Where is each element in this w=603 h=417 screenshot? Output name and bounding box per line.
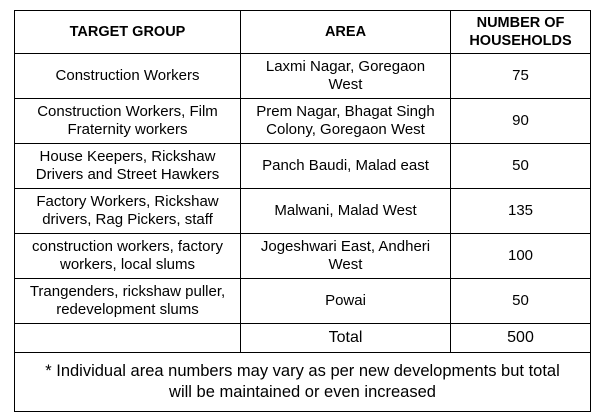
target-group-cell: construction workers, factory workers, local slums xyxy=(15,234,241,279)
target-group-cell: House Keepers, Rickshaw Drivers and Street Hawkers xyxy=(15,144,241,189)
area-cell: Laxmi Nagar, Goregaon West xyxy=(241,54,451,99)
header-number-of-households: NUMBER OF HOUSEHOLDS xyxy=(451,11,591,54)
table-header-row xyxy=(15,11,591,54)
households-table xyxy=(14,10,591,412)
note-row xyxy=(15,353,591,412)
total-empty-cell xyxy=(15,324,241,353)
target-group-cell: Construction Workers xyxy=(15,54,241,99)
table-row xyxy=(15,54,591,99)
header-target-group: TARGET GROUP xyxy=(15,11,241,54)
area-cell: Powai xyxy=(241,279,451,324)
total-label: Total xyxy=(241,324,451,353)
target-group-cell: Factory Workers, Rickshaw drivers, Rag Pickers, staff xyxy=(15,189,241,234)
table-row xyxy=(15,234,591,279)
households-cell: 100 xyxy=(451,234,591,279)
target-group-cell: Trangenders, rickshaw puller, redevelopment slums xyxy=(15,279,241,324)
table-row xyxy=(15,144,591,189)
footnote: * Individual area numbers may vary as per new developments but total will be maintained or even increased xyxy=(15,353,591,412)
households-cell: 135 xyxy=(451,189,591,234)
table-row xyxy=(15,279,591,324)
households-cell: 50 xyxy=(451,279,591,324)
area-cell: Malwani, Malad West xyxy=(241,189,451,234)
households-cell: 75 xyxy=(451,54,591,99)
households-cell: 90 xyxy=(451,99,591,144)
table-row xyxy=(15,189,591,234)
header-area: AREA xyxy=(241,11,451,54)
target-group-cell: Construction Workers, Film Fraternity workers xyxy=(15,99,241,144)
area-cell: Jogeshwari East, Andheri West xyxy=(241,234,451,279)
area-cell: Prem Nagar, Bhagat Singh Colony, Goregaon West xyxy=(241,99,451,144)
area-cell: Panch Baudi, Malad east xyxy=(241,144,451,189)
households-table-container xyxy=(14,10,591,412)
total-row xyxy=(15,324,591,353)
households-cell: 50 xyxy=(451,144,591,189)
total-value: 500 xyxy=(451,324,591,353)
table-row xyxy=(15,99,591,144)
